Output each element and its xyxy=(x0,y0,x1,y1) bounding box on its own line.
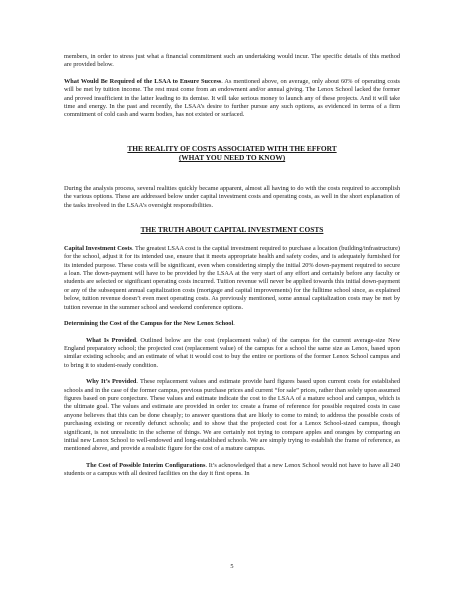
paragraph-body: . These replacement values and estimate provide hard figures based upon current costs for established schools and in the case of the former campus, previous purchase prices and current “for sale” prices, rather than solely upon assumed figures based on pure conjecture. These values and estimate indicate the cost to the LSAA of a mature school and campus, which is the ultimate goal. The values and estimate are provided in order to: create a frame of reference for possible required costs in case anyone believes that this can be done cheaply; to answer questions that are likely to come to mind; to address the possible costs of purchasing existing or recently defunct schools; and to show that the projected cost for a Lenox School-sized campus, though significant, is not unrealistic in the scheme of things. We are certainly not trying to compare apples and oranges by comparing an initial new Lenox School to well-endowed and long-established schools. We are simply trying to establish the frame of reference, as mentioned above, and provide a realistic figure for the cost of a mature campus. xyxy=(64,378,400,453)
subheading-period: . xyxy=(233,320,235,328)
paragraph-lead: What Would Be Required of the LSAA to Ensure Success xyxy=(64,77,222,85)
heading-line-1: THE REALITY OF COSTS ASSOCIATED WITH THE EFFORT xyxy=(127,143,337,153)
heading-line-2: (WHAT YOU NEED TO KNOW) xyxy=(178,153,286,163)
paragraph-lead: What Is Provided xyxy=(86,336,136,344)
paragraph-lead: The Cost of Possible Interim Configurations xyxy=(86,461,206,469)
paragraph-body: . As mentioned above, on average, only about 60% of operating costs will be met by tuition income. The rest must come from an endowment and/or annual giving. The Lenox School lacked the former and proved insufficient in the latter leading to its demise. It will take serious money to launch any of these projects. And it will take time and energy. In the past and recently, the LSAA’s desire to further pursue any such options, as evidenced in terms of a firm commitment of cold cash and warm bodies, has not existed or surfaced. xyxy=(64,77,400,119)
paragraph-capital-investment-costs xyxy=(64,245,400,312)
paragraph-lead: Capital Investment Costs xyxy=(64,244,132,252)
paragraph-interim-configurations xyxy=(64,462,400,479)
subheading-text: Determining the Cost of the Campus for the New Lenox School xyxy=(64,320,234,328)
paragraph-intro: members, in order to stress just what a financial commitment such an undertaking would incur. The specific details of this method are provided below. xyxy=(64,53,400,69)
paragraph-lsaa-requirements xyxy=(64,78,400,120)
paragraph-body: . The greatest LSAA cost is the capital investment required to purchase a location (building/infrastructure) for the school, adjust it for its intended use, ensure that it meets appropriate health and safety codes, and is adequately furnished for its intended purpose. These costs will be significant, even when considering simply the initial 20% down-payment required to secure a loan. The down-payment will have to be provided by the LSAA at the very start of any effort and certainly before any faculty or students are selected or significant operating costs incurred. Tuition revenue will never be applied towards this initial down-payment or any of the subsequent annual capitalization costs (mortgage and capital improvements) for the fulltime school since, as explained below, tuition revenue doesn’t even meet operating costs. As previously mentioned, some annual capitalization costs may be met by tuition revenue in the summer school and weekend conference options. xyxy=(64,244,400,311)
paragraph-body: . Outlined below are the cost (replacement value) of the campus for the current average-size New England preparatory school; the projected cost (replacement value) of the campus for a school the same size as Lenox, based upon similar existing schools; and an estimate of what it would cost to buy the entire or portions of the former Lenox School campus and to bring it to student-ready condition. xyxy=(64,336,401,369)
paragraph-body: . It’s acknowledged that a new Lenox School would not have to have all 240 students or a campus with all desired facilities on the day it first opens. In xyxy=(64,461,400,478)
paragraph-lead: Why It’s Provided xyxy=(86,378,137,386)
paragraph-why-its-provided xyxy=(64,378,400,454)
paragraph-what-is-provided xyxy=(64,337,400,371)
subheading-campus-cost xyxy=(64,320,400,328)
section-heading-reality-of-costs xyxy=(64,144,400,163)
paragraph-analysis-realities: During the analysis process, several realities quickly became apparent, almost all having to do with the costs required to accomplish the various options. These are addressed below under capital investment costs and operating costs, as well in the short explanation of the tasks involved in the LSAA’s oversight responsibilities. xyxy=(64,185,400,209)
section-heading-capital-investment: THE TRUTH ABOUT CAPITAL INVESTMENT COSTS xyxy=(140,225,324,235)
page-number: 5 xyxy=(230,563,234,570)
